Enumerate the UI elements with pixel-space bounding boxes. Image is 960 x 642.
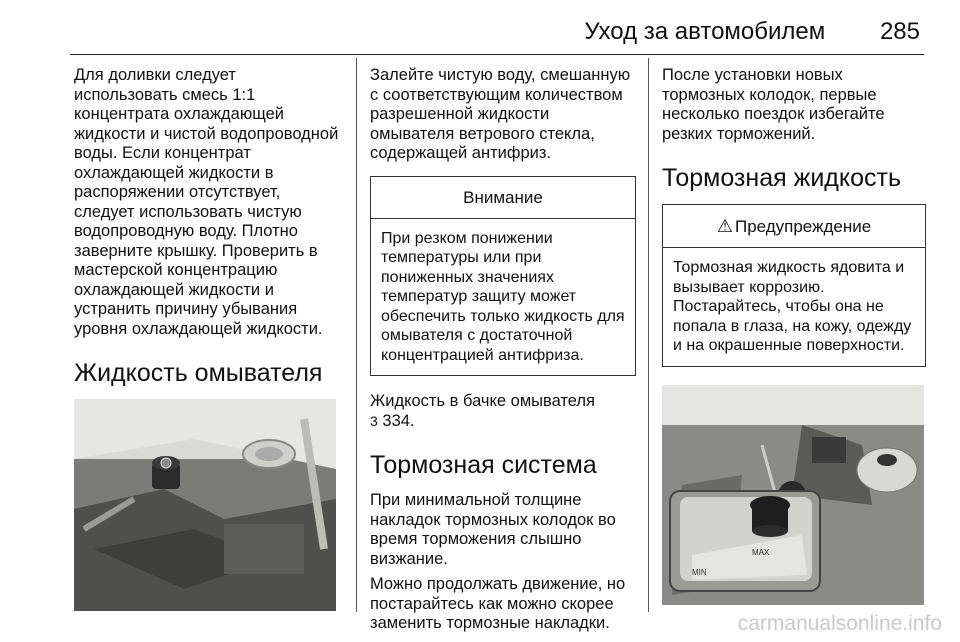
notice-box [370, 176, 636, 377]
reference-arrow-icon: 3 [370, 412, 378, 429]
washer-fluid-heading: Жидкость омывателя [74, 359, 323, 387]
min-mark-label: MIN [692, 567, 707, 577]
reference-page[interactable]: 334. [382, 411, 415, 430]
warning-triangle-icon: ⚠ [716, 216, 733, 236]
brake-replace-paragraph: Можно продолжать движение, но постарайтесь как можно скорее заменить тормозные накладки. [370, 575, 626, 632]
washer-paragraph: Залейте чистую воду, смешанную с соответствующим количеством разрешенной жидкости омывателя ветрового стекла, содержащей антифриз. [370, 66, 631, 162]
warning-title: Предупреждение [734, 217, 872, 236]
column-1 [74, 66, 344, 611]
brake-squeal-paragraph: При минимальной толщине накладок тормозных колодок во время торможения слышно визжание. [370, 491, 616, 568]
brake-fluid-reservoir-photo [662, 385, 924, 605]
column-3 [662, 66, 926, 605]
washer-reference-text: Жидкость в бачке омывателя [370, 392, 595, 410]
warning-header [663, 205, 925, 248]
brake-fluid-heading: Тормозная жидкость [662, 164, 901, 192]
notice-text: При резком понижении температуры или при пониженных значениях температур защиту может обеспечить только жидкость для омывателя с достаточной концентрацией антифриза. [381, 229, 625, 364]
new-pads-paragraph: После установки новых тормозных колодок, первые несколько поездок избегайте резких торможений. [662, 66, 885, 143]
washer-reservoir-photo [74, 399, 336, 611]
page-title: Уход за автомобилем [584, 18, 826, 45]
washer-reference [370, 392, 636, 431]
warning-text: Тормозная жидкость ядовита и вызывает коррозию. Постарайтесь, чтобы она не попала в глаза, на кожу, одежду и на окрашенные поверхности. [673, 259, 912, 354]
page-header [40, 18, 920, 58]
column-2 [370, 66, 636, 634]
column-divider [356, 58, 357, 612]
column-divider [648, 58, 649, 612]
warning-box [662, 204, 926, 367]
page-number: 285 [879, 18, 920, 45]
header-rule [70, 54, 924, 55]
site-watermark: carmanualsonline.info [737, 612, 942, 635]
max-mark-label: MAX [752, 547, 770, 557]
brake-system-heading: Тормозная система [370, 451, 597, 479]
notice-title: Внимание [371, 177, 635, 219]
coolant-paragraph: Для доливки следует использовать смесь 1:1 концентрата охлаждающей жидкости и чистой водопроводной воды. Если концентрат охлаждающей жидкости в распоряжении отсутствует, следует использовать чистую водопроводную воду. Плотно заверните крышку. Проверить в мастерской концентрацию охлаждающей жидкости и устранить причину убывания уровня охлаждающей жидкости. [74, 66, 339, 338]
